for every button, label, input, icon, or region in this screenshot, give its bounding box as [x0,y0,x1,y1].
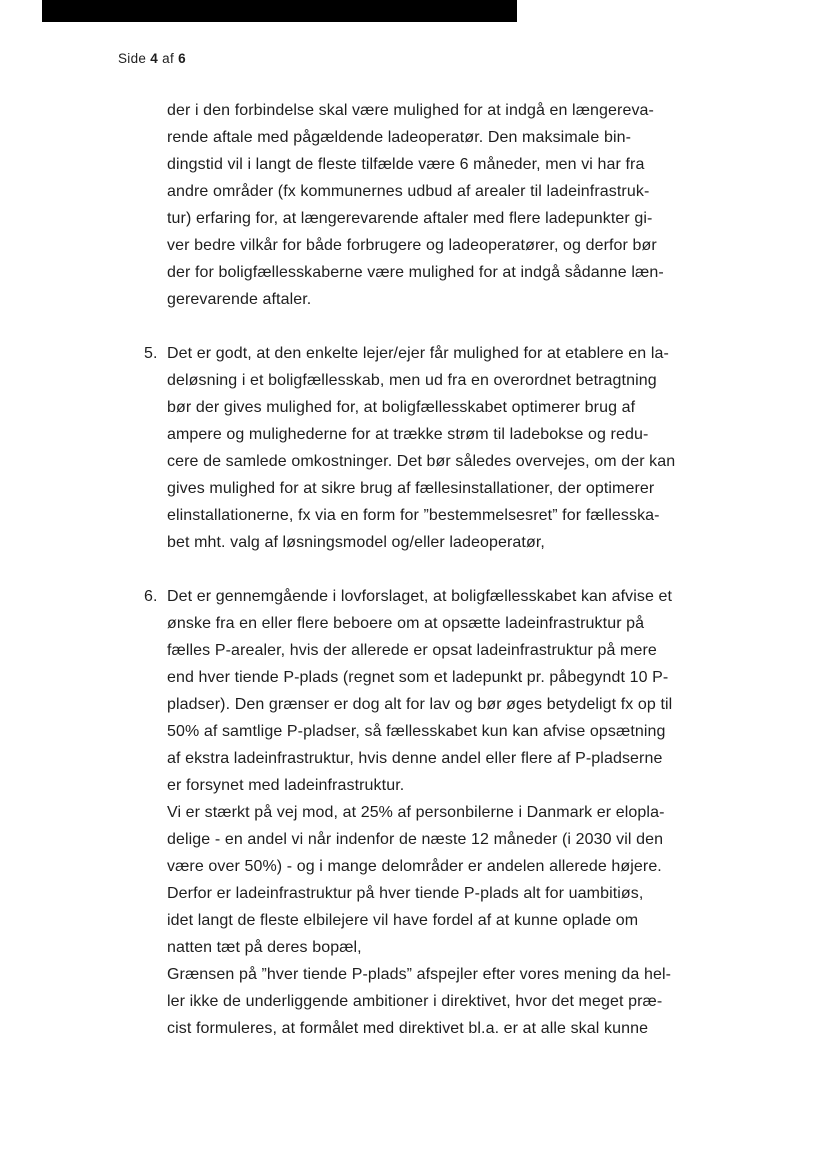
text-line: af ekstra ladeinfrastruktur, hvis denne andel eller flere af P-pladserne [167,750,663,767]
list-item-lines [167,340,784,556]
current-page-number: 4 [150,51,159,66]
text-line: fælles P-arealer, hvis der allerede er opsat ladeinfrastruktur på mere [167,642,657,659]
text-line: ampere og mulighederne for at trække strøm til ladebokse og redu- [167,426,649,443]
continuation-paragraph [167,97,784,313]
text-line: end hver tiende P-plads (regnet som et ladepunkt pr. påbegyndt 10 P- [167,669,669,686]
text-line: bet mht. valg af løsningsmodel og/eller ladeoperatør, [167,534,545,551]
text-line: gerevarende aftaler. [167,291,312,308]
total-page-number: 6 [178,51,186,66]
text-line: dingstid vil i langt de fleste tilfælde være 6 måneder, men vi har fra [167,156,645,173]
text-line: natten tæt på deres bopæl, [167,939,362,956]
text-line: rende aftale med pågældende ladeoperatør. Den maksimale bin- [167,129,632,146]
text-line: er forsynet med ladeinfrastruktur. [167,777,405,794]
list-item-5 [144,340,784,556]
text-line: Grænsen på ”hver tiende P-plads” afspejler efter vores mening da hel- [167,966,672,983]
text-line: ver bedre vilkår for både forbrugere og ladeoperatører, og derfor bør [167,237,657,254]
text-line: Det er gennemgående i lovforslaget, at boligfællesskabet kan afvise et [167,588,673,605]
document-body [144,97,784,1069]
text-line: ler ikke de underliggende ambitioner i direktivet, hvor det meget præ- [167,993,663,1010]
list-item-number: 5. [144,345,158,362]
text-line: delige - en andel vi når indenfor de næste 12 måneder (i 2030 vil den [167,831,664,848]
text-line: ønske fra en eller flere beboere om at opsætte ladeinfrastruktur på [167,615,645,632]
text-line: bør der gives mulighed for, at boligfællesskabet optimerer brug af [167,399,636,416]
text-line: Vi er stærkt på vej mod, at 25% af personbilerne i Danmark er elopla- [167,804,665,821]
text-line: andre områder (fx kommunernes udbud af arealer til ladeinfrastruk- [167,183,650,200]
list-item-6 [144,583,784,1042]
page-indicator-prefix: Side [118,51,151,66]
text-line: Det er godt, at den enkelte lejer/ejer får mulighed for at etablere en la- [167,345,669,362]
text-line: gives mulighed for at sikre brug af fællesinstallationer, der optimerer [167,480,655,497]
text-line: deløsning i et boligfællesskab, men ud fra en overordnet betragtning [167,372,657,389]
text-line: elinstallationerne, fx via en form for ”bestemmelsesret” for fællesska- [167,507,660,524]
text-line: Derfor er ladeinfrastruktur på hver tiende P-plads alt for uambitiøs, [167,885,644,902]
paragraph-lines [167,97,784,313]
text-line: der for boligfællesskaberne være mulighed for at indgå sådanne læn- [167,264,664,281]
redaction-bar [42,0,517,22]
text-line: være over 50%) - og i mange delområder er andelen allerede højere. [167,858,662,875]
text-line: cere de samlede omkostninger. Det bør således overvejes, om der kan [167,453,676,470]
text-line: idet langt de fleste elbilejere vil have fordel af at kunne oplade om [167,912,639,929]
text-line: cist formuleres, at formålet med direktivet bl.a. er at alle skal kunne [167,1020,649,1037]
list-item-lines [167,583,784,1042]
page-indicator [118,51,186,66]
page-indicator-separator: af [158,51,179,66]
list-item-number: 6. [144,588,158,605]
text-line: tur) erfaring for, at længerevarende aftaler med flere ladepunkter gi- [167,210,653,227]
text-line: der i den forbindelse skal være mulighed for at indgå en længereva- [167,102,654,119]
text-line: pladser). Den grænser er dog alt for lav og bør øges betydeligt fx op til [167,696,673,713]
text-line: 50% af samtlige P-pladser, så fællesskabet kun kan afvise opsætning [167,723,666,740]
